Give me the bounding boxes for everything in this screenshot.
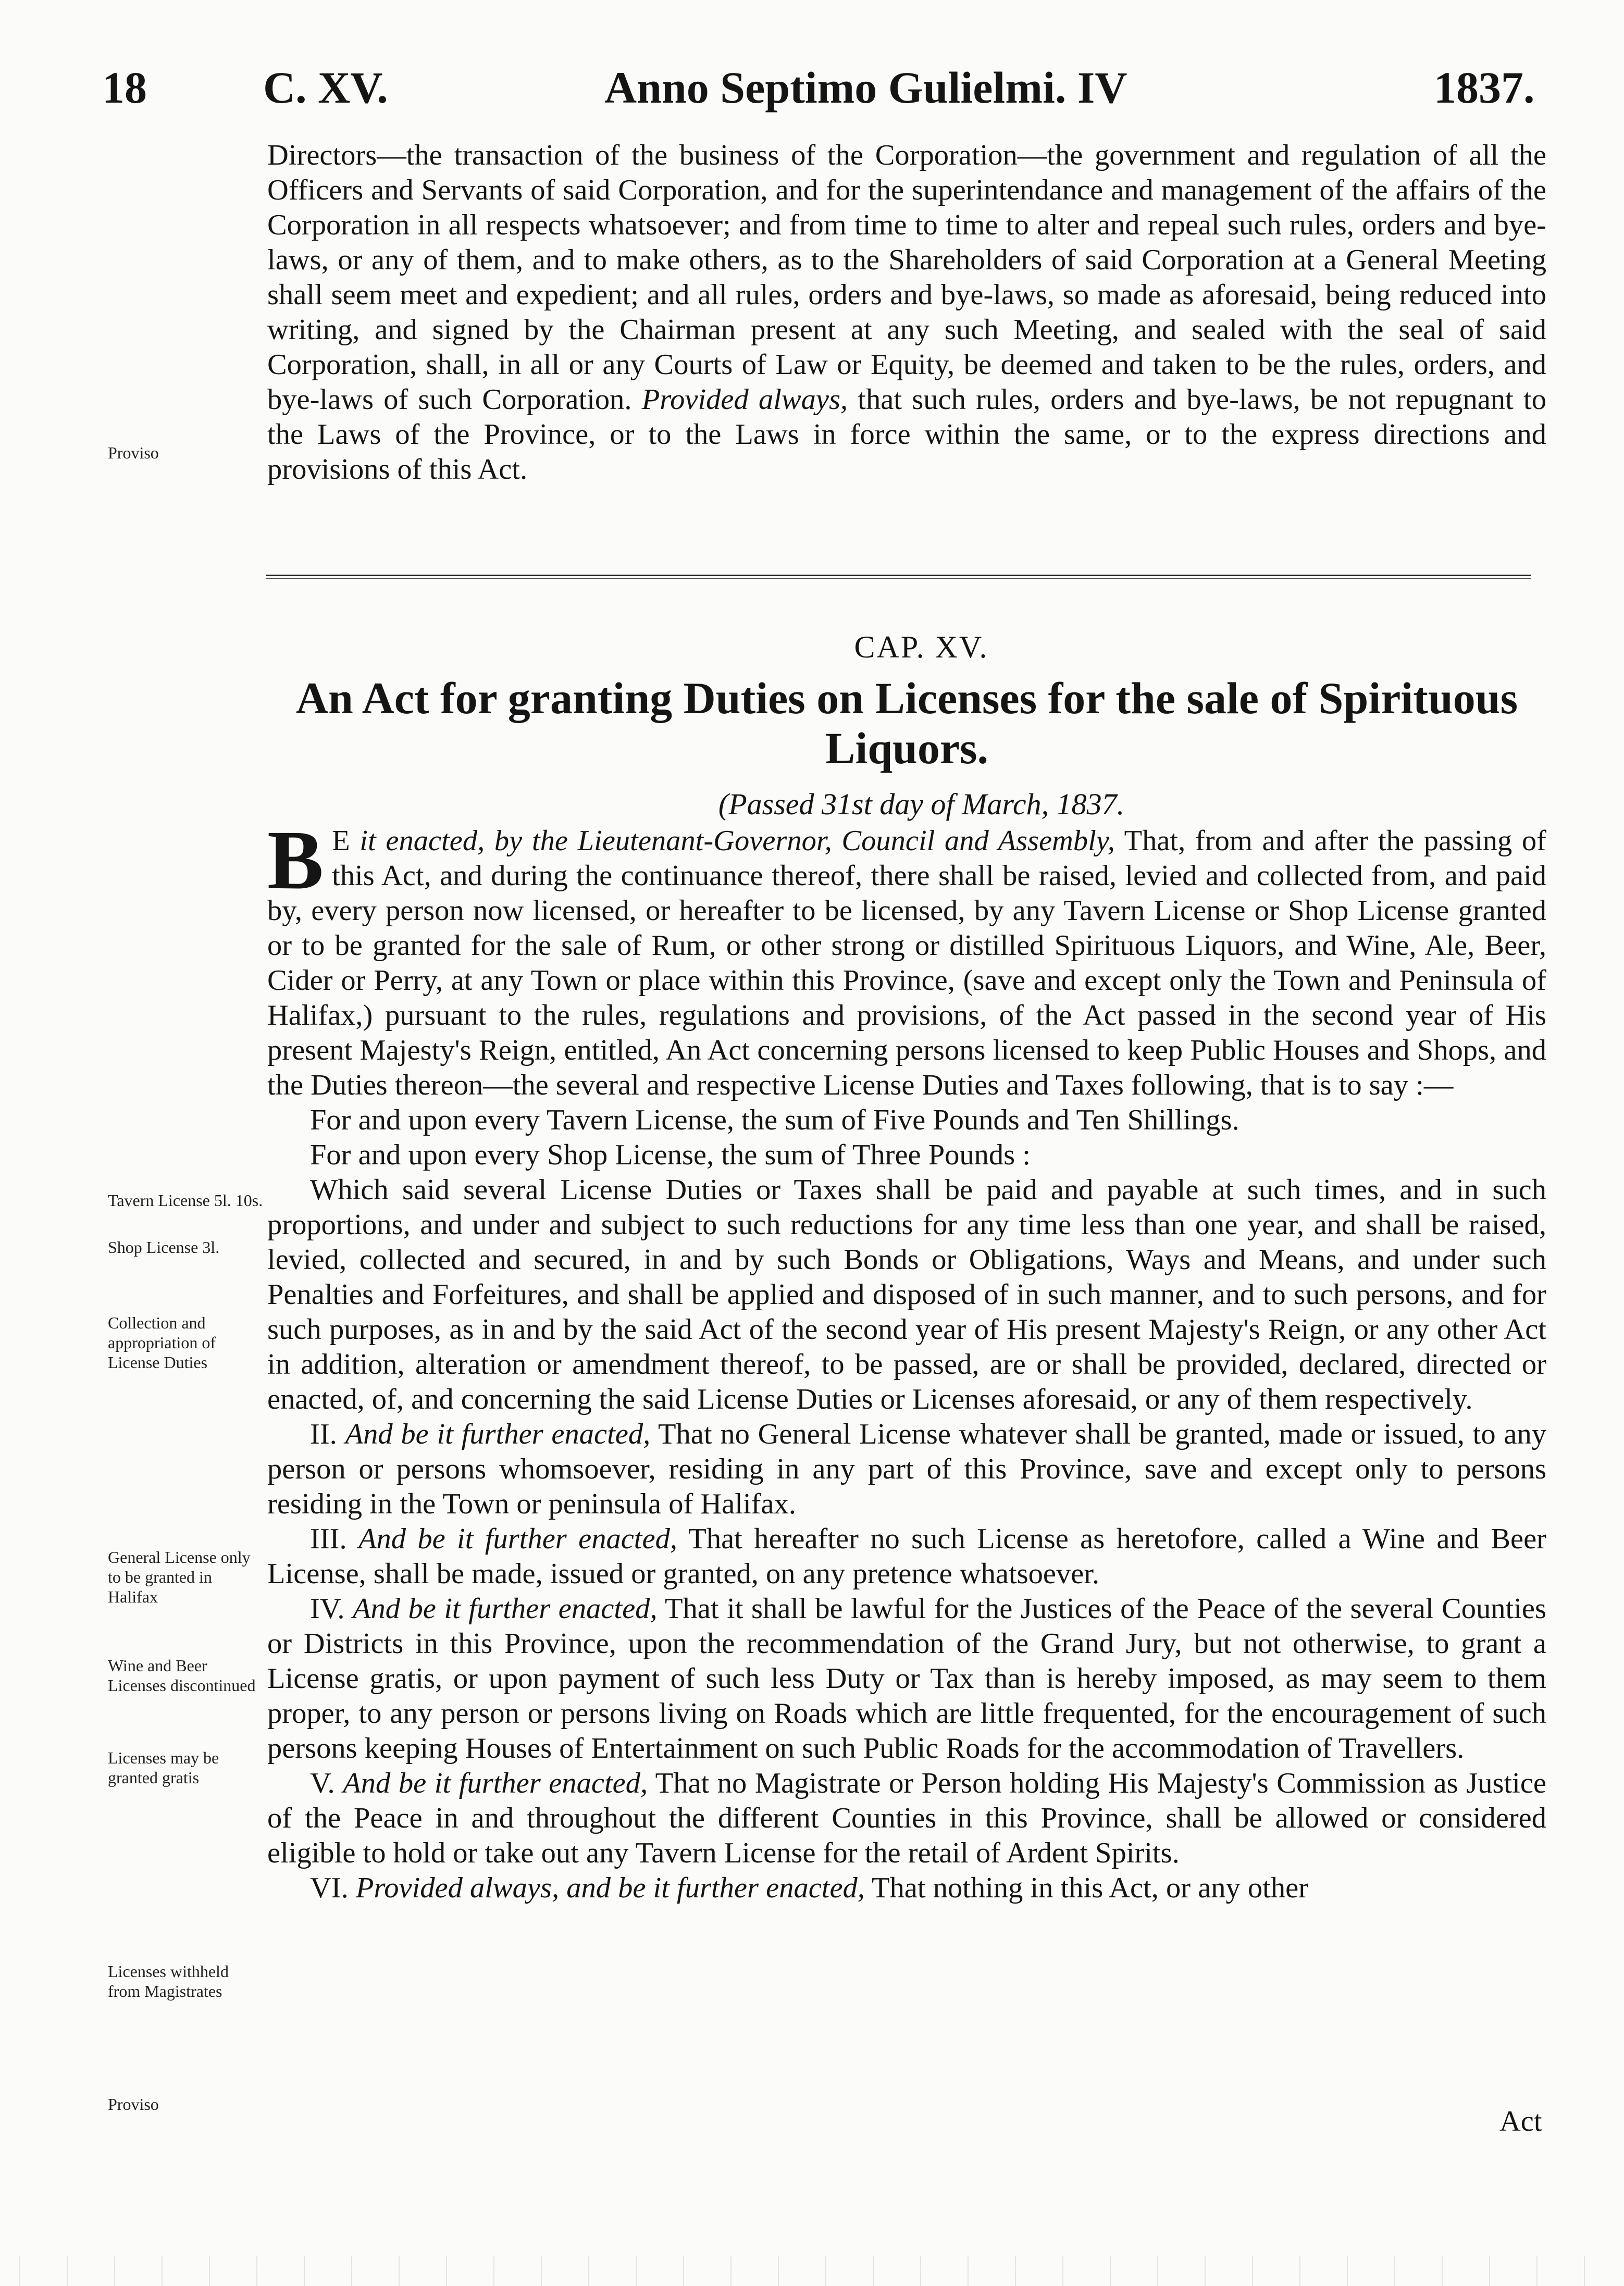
italic-enacting-words: Provided always, and be it further enacted,: [355, 1872, 865, 1904]
text-run: Directors—the transaction of the business of the Corporation—the government and regulation of all the Officers and Servants of said Corporation, and for the superintendance and management of the affairs of the Corporation in all respects whatsoever; and from time to time to alter and repeal such rules, orders and bye-laws, or any of them, and to make others, as to the Shareholders of said Corporation at a General Meeting shall seem meet and expedient; and all rules, orders and bye-laws, so made as aforesaid, being reduced into writing, and signed by the Chairman present at any such Meeting, and sealed with the seal of said Corporation, shall, in all or any Courts of Law or Equity, be deemed and taken to be the rules, orders, and bye-laws of such Corporation.: [267, 139, 1546, 416]
margin-note-magistrates: Licenses withheld from Magistrates: [108, 1962, 229, 2001]
margin-note-wine-beer: Wine and Beer Licenses discontinued: [108, 1656, 256, 1695]
act-body: [267, 814, 1546, 1906]
italic-enacting-words: And be it further enacted,: [345, 1418, 651, 1450]
text-run: E: [332, 825, 350, 857]
collection-paragraph: Which said several License Duties or Taxes shall be paid and payable at such times, and in such proportions, and under and subject to such reductions for any time less than one year, and shall be raised, levied, collected and secured, in and by such Bonds or Obligations, Ways and Means, and under such Penalties and Forfeitures, and shall be applied and disposed of in such manner, and to such persons, and for such purposes, as in and by the said Act of the second year of His present Majesty's Reign, or any other Act in addition, alteration or amendment thereof, to be passed, are or shall be provided, declared, directed or enacted, of, and concerning the said License Duties or Licenses aforesaid, or any of them respectively.: [267, 1174, 1546, 1415]
header-year: 1837.: [1434, 63, 1535, 113]
shop-license-line: For and upon every Shop License, the sum of Three Pounds :: [310, 1139, 1031, 1171]
margin-note-general-license: General License only to be granted in Halifax: [108, 1548, 251, 1606]
act-title: An Act for granting Duties on Licenses for the sale of Spirituous Liquors.: [295, 673, 1518, 773]
chapter-label: C. XV.: [263, 63, 388, 113]
margin-note-shop-license: Shop License 3l.: [108, 1238, 220, 1257]
section-number: IV.: [310, 1593, 353, 1625]
section-iv: [267, 1592, 1546, 1766]
section-number: II.: [310, 1418, 345, 1450]
running-title: Anno Septimo Gulielmi. IV: [604, 63, 1127, 113]
margin-note-proviso-2: Proviso: [108, 2095, 159, 2114]
enacting-clause: [267, 814, 1546, 1103]
italic-proviso: Provided always,: [641, 383, 848, 416]
text-run: That hereafter no such License as heretofore, called a Wine and Beer License, shall be made, issued or granted, on any pretence whatsoever.: [267, 1523, 1546, 1590]
continued-paragraph: [267, 138, 1546, 487]
margin-note-tavern-license: Tavern License 5l. 10s.: [108, 1191, 263, 1210]
page-number: 18: [102, 63, 147, 113]
margin-note-collection: Collection and appropriation of License Duties: [108, 1313, 216, 1372]
drop-cap: B: [267, 814, 324, 907]
section-number: V.: [310, 1767, 343, 1799]
section-number: VI.: [310, 1872, 356, 1904]
paper-specks: [0, 2256, 1624, 2286]
paragraph: [267, 138, 1546, 487]
text-run: That no Magistrate or Person holding His Majesty's Commission as Justice of the Peace in and throughout the different Counties in this Province, shall be allowed or considered eligible to hold or take out any Tavern License for the retail of Ardent Spirits.: [267, 1767, 1546, 1869]
section-v: [267, 1766, 1546, 1871]
italic-enacting-words: it enacted, by the Lieutenant-Governor, Council and Assembly,: [350, 825, 1115, 857]
italic-enacting-words: And be it further enacted,: [343, 1767, 648, 1799]
section-number: III.: [310, 1523, 358, 1555]
section-ii: [267, 1417, 1546, 1522]
section-divider: [266, 575, 1531, 579]
section-iii: [267, 1522, 1546, 1592]
text-run: That no General License whatever shall be granted, made or issued, to any person or persons whomsoever, residing in any part of this Province, save and except only to persons residing in the Town or peninsula of Halifax.: [267, 1418, 1546, 1520]
text-run: That nothing in this Act, or any other: [864, 1872, 1308, 1904]
text-run: That it shall be lawful for the Justices of the Peace of the several Counties or Districts in this Province, upon the recommendation of the Grand Jury, but not otherwise, to grant a License gratis, or upon payment of such less Duty or Tax than is hereby imposed, as may seem to them proper, to any person or persons living on Roads which are little frequented, for the encouragement of such persons keeping Houses of Entertainment on such Public Roads for the accommodation of Travellers.: [267, 1593, 1546, 1765]
catchword: Act: [1499, 2105, 1542, 2138]
tavern-license-line: For and upon every Tavern License, the sum of Five Pounds and Ten Shillings.: [310, 1104, 1239, 1136]
margin-note-proviso: Proviso: [108, 443, 159, 462]
running-header: [0, 61, 1624, 124]
text-run: that such rules, orders and bye-laws, be not repugnant to the Laws of the Province, or to the Laws in force within the same, or to the express directions and provisions of this Act.: [267, 383, 1547, 486]
section-vi: [267, 1871, 1546, 1906]
italic-enacting-words: And be it further enacted,: [358, 1523, 677, 1555]
margin-note-gratis: Licenses may be granted gratis: [108, 1748, 219, 1787]
text-run: That, from and after the passing of this Act, and during the continuance thereof, there shall be raised, levied and collected from, and paid by, every person now licensed, or hereafter to be licensed, by any Tavern License or Shop License granted or to be granted for the sale of Rum, or other strong or distilled Spirituous Liquors, and Wine, Ale, Beer, Cider or Perry, at any Town or place within this Province, (save and except only the Town and Peninsula of Halifax,) pursuant to the rules, regulations and provisions, of the Act passed in the second year of His present Majesty's Reign, entitled, An Act concerning persons licensed to keep Public Houses and Shops, and the Duties thereon—the several and respective License Duties and Taxes following, that is to say :—: [267, 825, 1546, 1101]
passed-date: (Passed 31st day of March, 1837.: [718, 787, 1125, 821]
cap-number: CAP. XV.: [854, 630, 989, 664]
italic-enacting-words: And be it further enacted,: [352, 1593, 658, 1625]
